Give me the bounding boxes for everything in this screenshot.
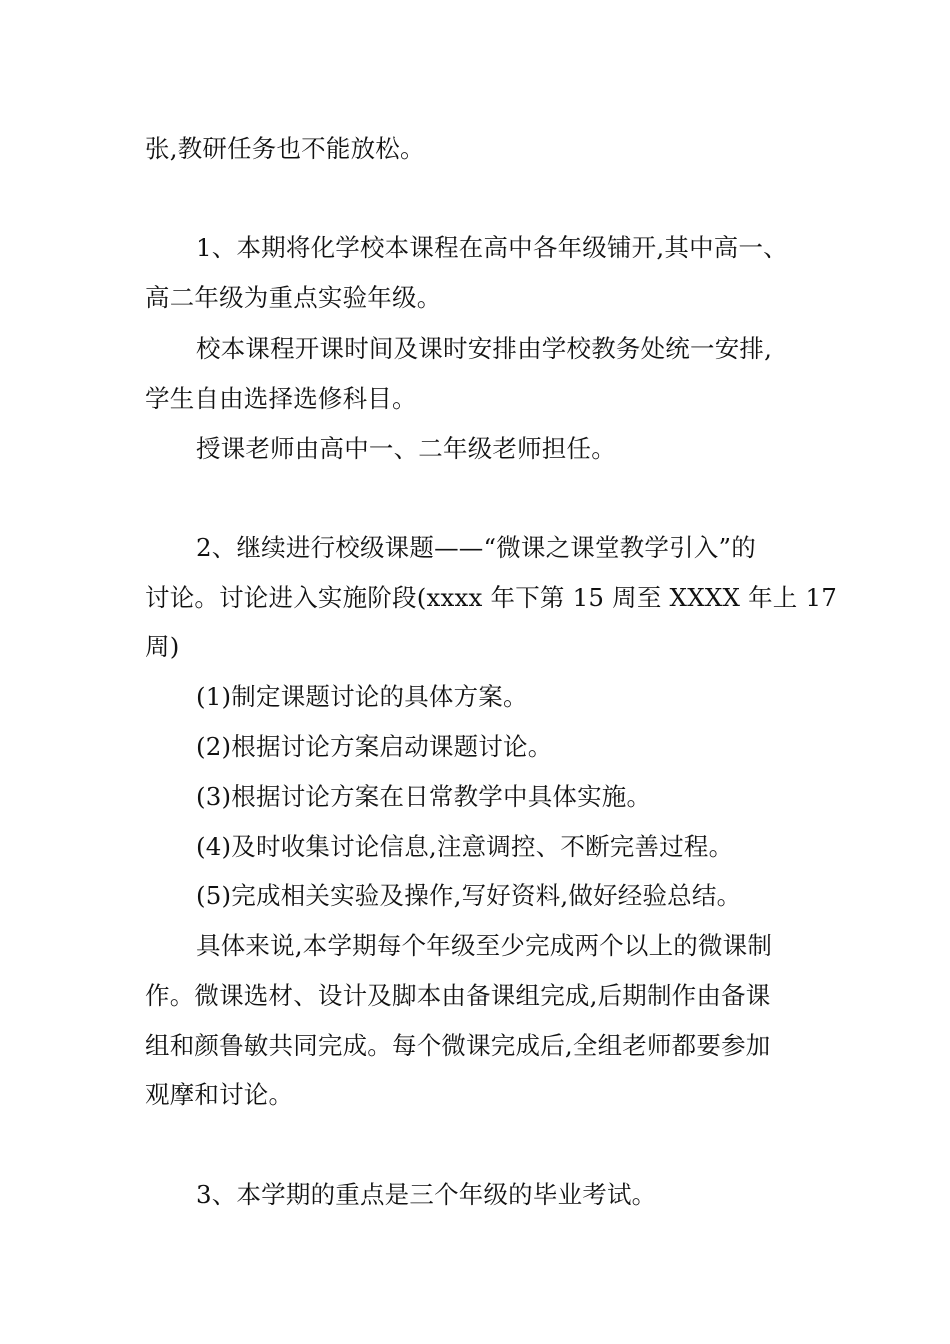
text-line: (5)完成相关实验及操作,写好资料,做好经验总结。 — [196, 881, 742, 910]
text-line: 校本课程开课时间及课时安排由学校教务处统一安排, — [196, 334, 773, 363]
text-line: 1、本期将化学校本课程在高中各年级铺开,其中高一、 — [196, 233, 788, 262]
text-line: 具体来说,本学期每个年级至少完成两个以上的微课制 — [196, 931, 773, 960]
text-line: 高二年级为重点实验年级。 — [145, 283, 442, 312]
text-line: (1)制定课题讨论的具体方案。 — [196, 682, 528, 711]
text-line: 讨论。讨论进入实施阶段(xxxx 年下第 15 周至 XXXX 年上 17 — [145, 583, 838, 612]
text-line: (2)根据讨论方案启动课题讨论。 — [196, 732, 553, 761]
text-line: 作。微课选材、设计及脚本由备课组完成,后期制作由备课 — [145, 981, 771, 1010]
text-line: 张,教研任务也不能放松。 — [145, 134, 425, 163]
text-line: 3、本学期的重点是三个年级的毕业考试。 — [196, 1180, 657, 1209]
text-line: 组和颜鲁敏共同完成。每个微课完成后,全组老师都要参加 — [145, 1031, 771, 1060]
text-line: 2、继续进行校级课题——“微课之课堂教学引入”的 — [196, 533, 756, 562]
text-line: 学生自由选择选修科目。 — [145, 384, 417, 413]
text-line: 观摩和讨论。 — [145, 1080, 294, 1109]
text-line: (3)根据讨论方案在日常教学中具体实施。 — [196, 782, 652, 811]
text-line: 授课老师由高中一、二年级老师担任。 — [196, 434, 616, 463]
text-line: 周) — [145, 632, 180, 661]
text-line: (4)及时收集讨论信息,注意调控、不断完善过程。 — [196, 832, 734, 861]
